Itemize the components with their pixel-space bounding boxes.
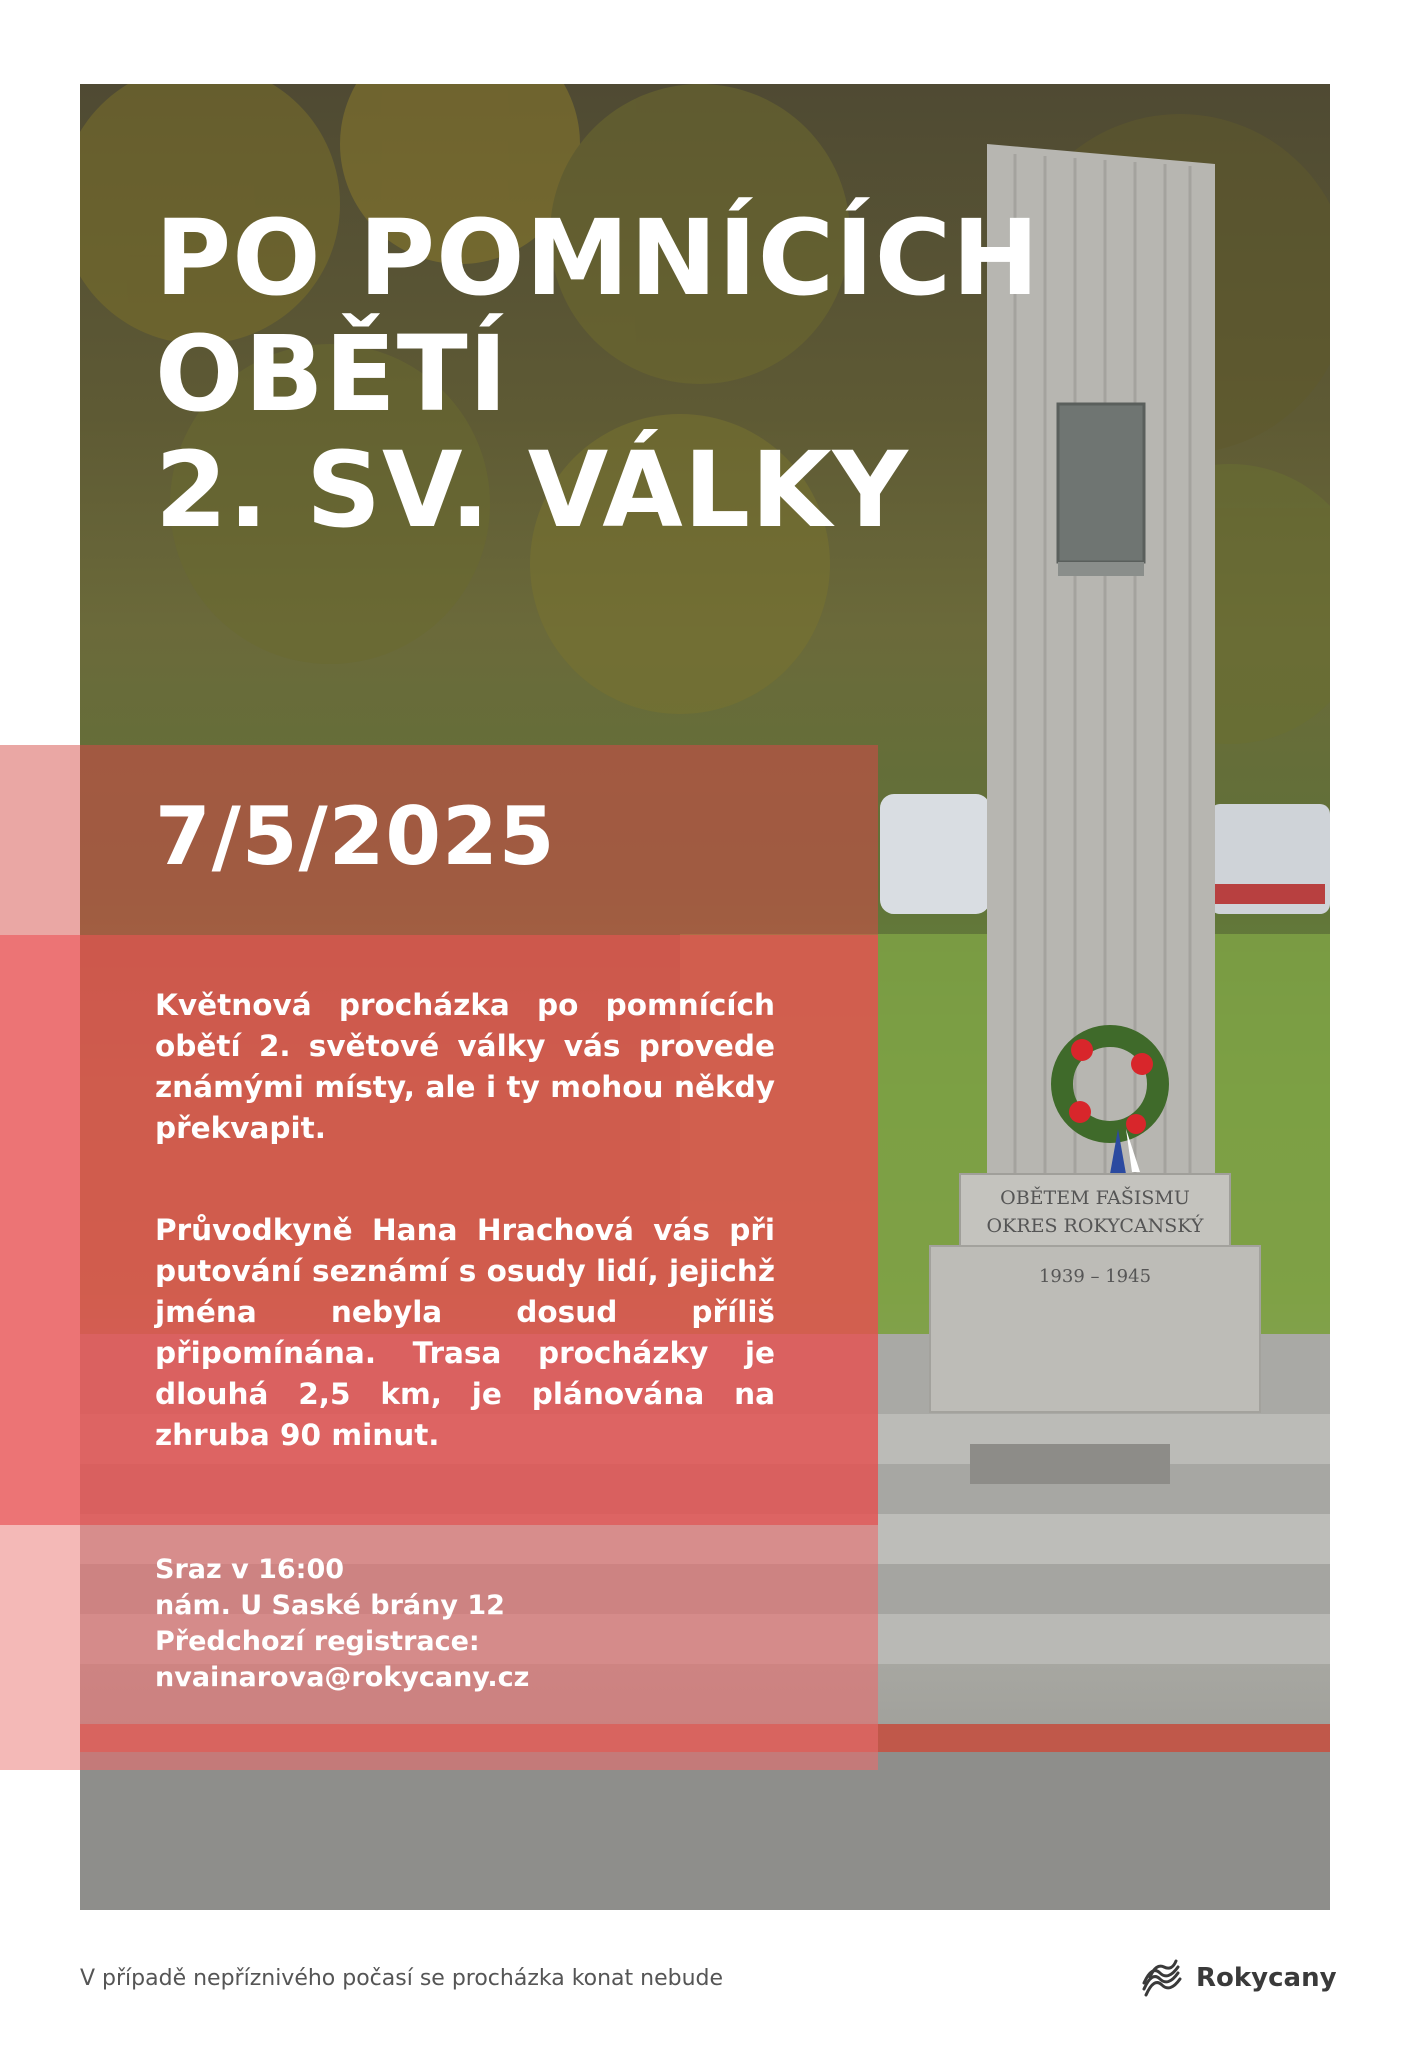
description-paragraph-2: Průvodkyně Hana Hrachová vás při putování seznámí s osudy lidí, jejichž jména nebyla dosud příliš připomínána. Trasa procházky je dlouhá 2,5 km, je plánována na zhruba 90 minut. (155, 1213, 775, 1452)
accent-band-pale (0, 745, 80, 935)
headline-line2: OBĚTÍ (155, 313, 509, 435)
rokycany-logo (1138, 1955, 1337, 2001)
weather-note: V případě nepříznivého počasí se procházka konat nebude (80, 1966, 724, 1991)
inscription-line1: OBĚTEM FAŠISMU (1000, 1187, 1190, 1209)
headline (155, 197, 1041, 551)
event-date: 7/5/2025 (155, 790, 556, 883)
accent-band-red (0, 935, 80, 1525)
registration-label: Předchozí registrace: (155, 1626, 480, 1657)
registration-email[interactable]: nvainarova@rokycany.cz (155, 1662, 530, 1693)
logo-text: Rokycany (1196, 1963, 1337, 1993)
inscription-line2: OKRES ROKYCANSKÝ (986, 1215, 1204, 1237)
description-paragraph-1: Květnová procházka po pomnících obětí 2. světové války vás provede známými místy, ale i ty mohou někdy překvapit. (155, 988, 775, 1145)
headline-line3: 2. SV. VÁLKY (155, 429, 909, 551)
meeting-time: Sraz v 16:00 (155, 1554, 345, 1585)
rokycany-wave-logo-icon (1138, 1955, 1184, 2001)
meeting-place: nám. U Saské brány 12 (155, 1590, 505, 1621)
headline-line1: PO POMNÍCÍCH (155, 197, 1041, 319)
meeting-info (155, 1552, 529, 1696)
accent-band-light (0, 1525, 80, 1770)
inscription-years: 1939 – 1945 (1038, 1266, 1152, 1287)
